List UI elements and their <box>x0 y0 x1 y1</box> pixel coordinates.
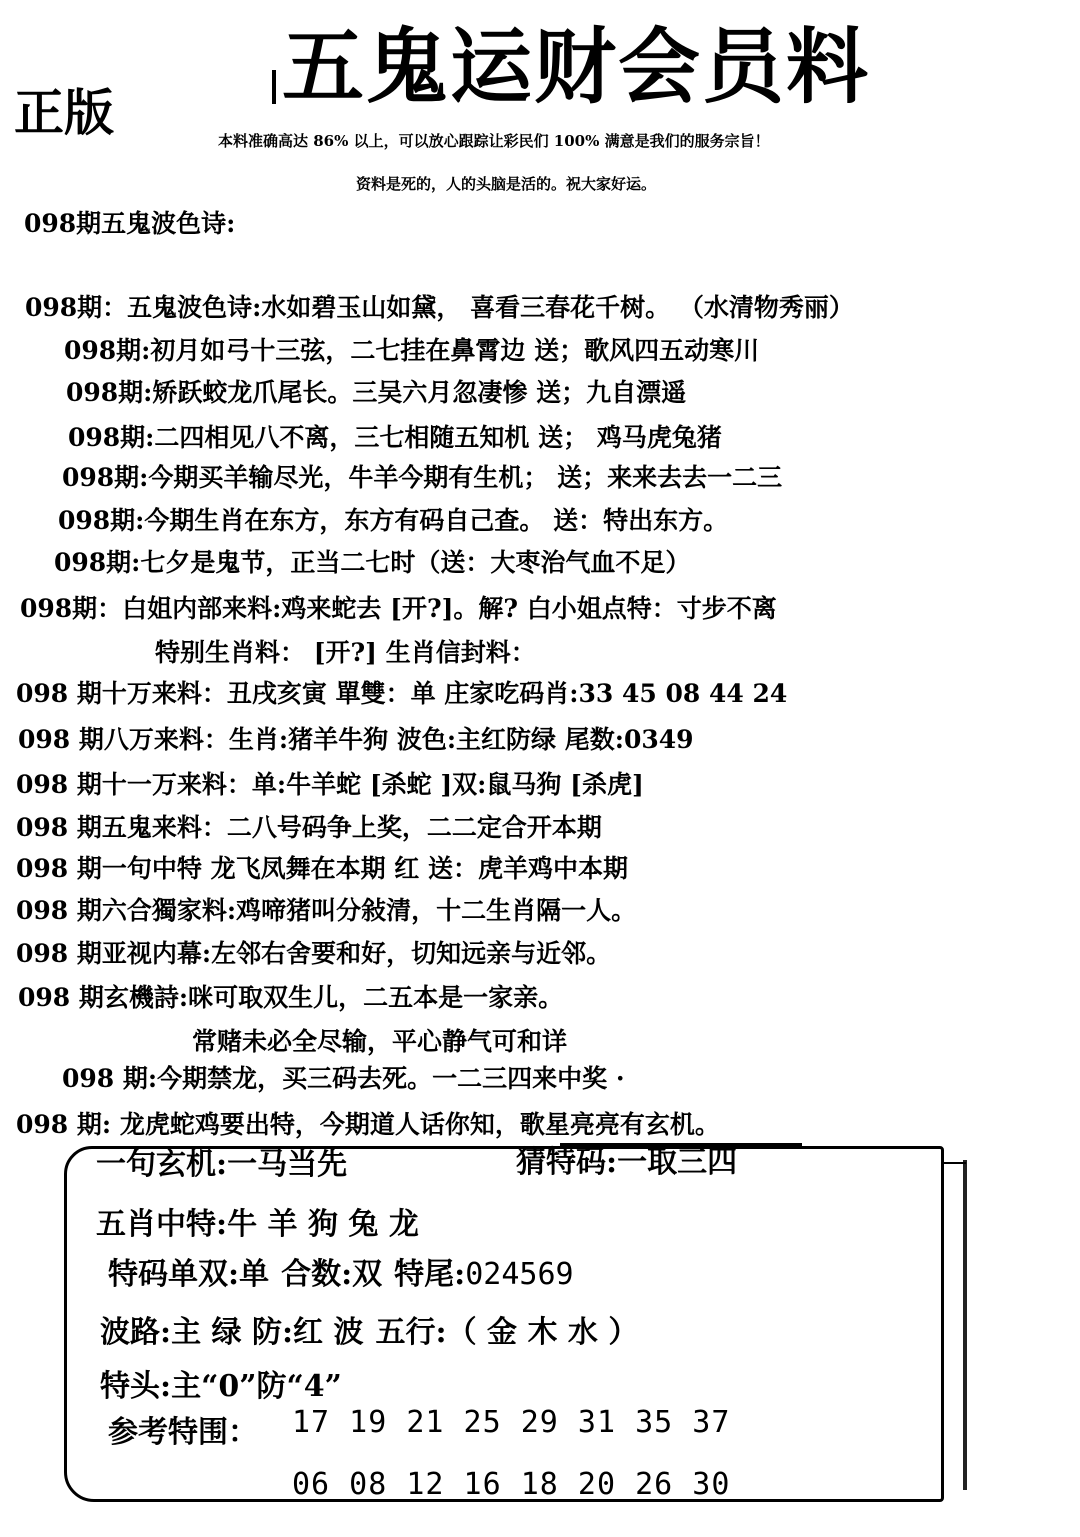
element-label: 五行: <box>375 1315 447 1350</box>
tail-value: 024569 <box>465 1257 574 1292</box>
content-line: 098 期十一万来料：单:牛羊蛇 [杀蛇 ]双:鼠马狗 [杀虎] <box>16 770 644 799</box>
xuanji-row <box>96 1147 348 1182</box>
guess-value: 一取三四 <box>617 1145 738 1180</box>
ref-numbers-row1: 17 19 21 25 29 31 35 37 <box>292 1405 731 1440</box>
content-line: 098 期六合獨家料:鸡啼猪叫分敍清，十二生肖隔一人。 <box>16 896 637 925</box>
wave-value: 主 绿 防:红 波 <box>171 1315 364 1350</box>
xuanji-value: 一马当先 <box>227 1147 348 1182</box>
content-line: 098期:今期生肖在东方，东方有码自己查。 送：特出东方。 <box>58 506 729 535</box>
content-line: 098 期一句中特 龙飞凤舞在本期 红 送：虎羊鸡中本期 <box>16 854 629 883</box>
head-label: 特头: <box>100 1369 172 1404</box>
content-line: 098期：五鬼波色诗:水如碧玉山如黛， 喜看三春花千树。 （水清物秀丽） <box>25 293 854 322</box>
odd-even-row <box>108 1257 574 1292</box>
element-value: （ 金 木 水 ） <box>446 1315 639 1350</box>
content-line: 常赌未必全尽输，平心静气可和详 <box>192 1027 568 1056</box>
content-line: 098 期五鬼来料：二八号码争上奖，二二定合开本期 <box>16 813 602 842</box>
panel-right-edge <box>963 1160 967 1490</box>
tail-label: 特尾: <box>394 1257 466 1292</box>
xuanji-label: 一句玄机: <box>96 1147 228 1182</box>
ref-numbers-row2: 06 08 12 16 18 20 26 30 <box>292 1467 731 1502</box>
head-row <box>100 1369 342 1404</box>
content-line: 098期:七夕是鬼节，正当二七时（送：大枣治气血不足） <box>54 548 691 577</box>
five-zodiac-row <box>96 1207 419 1242</box>
content-line: 098 期: 龙虎蛇鸡要出特，今期道人话你知，歌星亮亮有玄机。 <box>16 1110 720 1139</box>
guess-row <box>516 1145 738 1180</box>
content-line: 098期：白姐内部来料:鸡来蛇去 [开?]。解? 白小姐点特：寸步不离 <box>20 594 777 623</box>
edge-mark <box>944 1162 966 1164</box>
authentic-badge: 正版 <box>14 83 114 142</box>
content-line: 098 期:今期禁龙，买三码去死。一二三四来中奖 · <box>62 1064 625 1093</box>
head-value: 主“0”防“4” <box>171 1369 342 1404</box>
page-title: 五鬼运财会员料 <box>282 19 871 115</box>
subtitle-wish: 资料是死的，人的头脑是活的。祝大家好运。 <box>356 175 657 193</box>
content-line: 098期:矫跃蛟龙爪尾长。三吴六月忽凄惨 送；九自漂遥 <box>66 378 687 407</box>
odd-label: 特码单双: <box>108 1257 240 1292</box>
content-line: 098期:初月如弓十三弦，二七挂在鼻霄边 送；歌风四五动寒川 <box>64 336 760 365</box>
title-decoration <box>272 70 276 104</box>
guess-label: 猜特码: <box>516 1145 618 1180</box>
subtitle-accuracy: 本料准确高达 86% 以上，可以放心跟踪让彩民们 100% 满意是我们的服务宗旨！ <box>218 132 770 150</box>
content-line: 特别生肖料： [开?] 生肖信封料： <box>155 638 536 667</box>
sum-value: 双 <box>352 1257 383 1292</box>
content-line: 098期:今期买羊输尽光，牛羊今期有生机； 送；来来去去一二三 <box>62 463 783 492</box>
wave-row <box>100 1315 639 1350</box>
five-zodiac-value: 牛 羊 狗 兔 龙 <box>227 1207 419 1242</box>
content-line: 098 期玄機詩:咪可取双生儿，二五本是一家亲。 <box>18 983 564 1012</box>
content-line: 098 期八万来料：生肖:猪羊牛狗 波色:主红防绿 尾数:0349 <box>18 725 694 754</box>
section-heading: 098期五鬼波色诗: <box>24 209 236 238</box>
wave-label: 波路: <box>100 1315 172 1350</box>
ref-label: 参考特围： <box>108 1415 258 1450</box>
content-line: 098 期亚视内幕:左邻右舍要和好，切知远亲与近邻。 <box>16 939 612 968</box>
content-line: 098 期十万来料：丑戌亥寅 單雙：单 庄家吃码肖:33 45 08 44 24 <box>16 679 788 708</box>
five-zodiac-label: 五肖中特: <box>96 1207 228 1242</box>
content-line: 098期:二四相见八不离，三七相随五知机 送； 鸡马虎兔猪 <box>68 423 722 452</box>
odd-value: 单 <box>239 1257 270 1292</box>
sum-label: 合数: <box>281 1257 353 1292</box>
edge-mark <box>840 1499 876 1501</box>
